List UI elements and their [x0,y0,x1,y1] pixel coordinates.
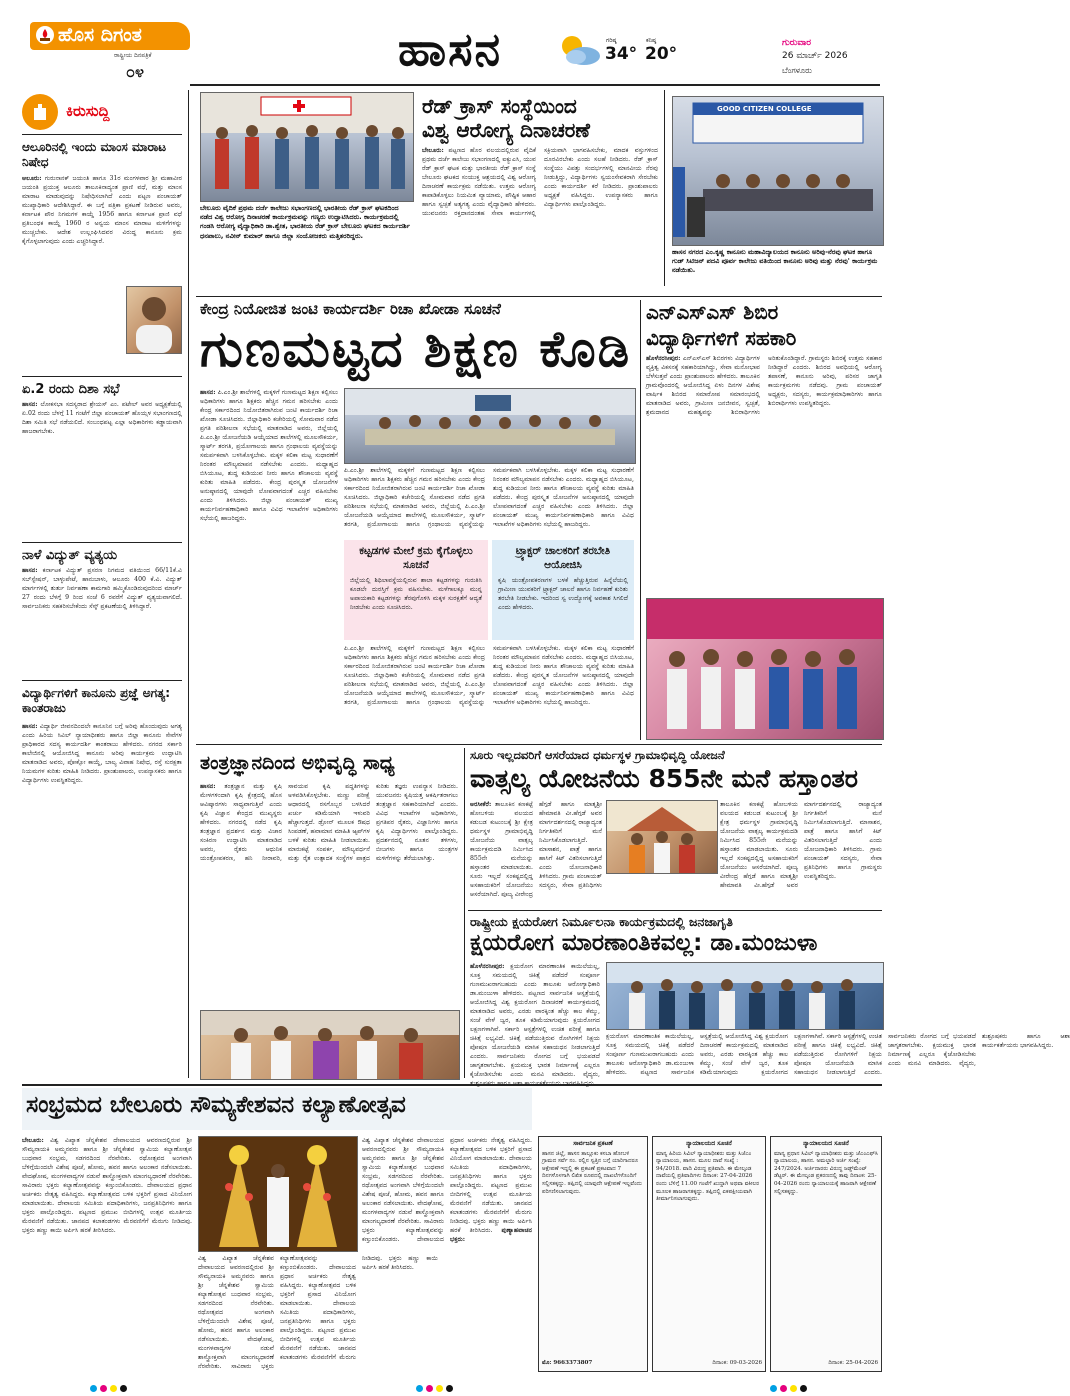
dot-black [120,1385,127,1392]
notice-title: ನ್ಯಾಯಾಲಯದ ಸೂಚನೆ [803,1140,849,1147]
redcross-body [422,146,658,286]
festival-text-cont: ವಿಶ್ವ ವಿಖ್ಯಾತ ಚೆನ್ನಕೇಶವ ದೇವಾಲಯದ ಆವರಣದಲ್ಲಿರುವ ಶ್ರೀ ಸೌಮ್ಯನಾಯಕಿ ಅಮ್ಮನವರು ಹಾಗೂ ಶ್ರೀ ಚೆನ್ನಕೇಶವ ಸ್ವಾಮಿಯ ಕಲ್ಯಾಣೋತ್ಸವ ಬುಧವಾರ ಸಂಭ್ರಮ, ಸಡಗರದಿಂದ ನೆರವೇರಿತು. ರಥೋತ್ಸವದ ಅಂಗವಾಗಿ ಬೆಳಿಗ್ಗೆಯಿಂದಲೇ ವಿಶೇಷ ಪೂಜೆ, ಹೋಮ, ಹವನ ಹಾಗೂ ಅಲಂಕಾರ ನಡೆಸಲಾಯಿತು. ವೇದಘೋಷ, ಮಂಗಳವಾದ್ಯಗಳ ನಡುವೆ ಶಾಸ್ತ್ರೋಕ್ತವಾಗಿ ಮಾಂಗಲ್ಯಧಾರಣೆ ನೆರವೇರಿತು. ಸಾವಿರಾರು ಭಕ್ತರು ಕಲ್ಯಾಣೋತ್ಸವವನ್ನು ಕಣ್ತುಂಬಿಕೊಂಡರು. ದೇವಾಲಯದ ಪ್ರಧಾನ ಅರ್ಚಕರು ನೇತೃತ್ವ ವಹಿಸಿದ್ದರು. ಕಲ್ಯಾಣೋತ್ಸವದ ಬಳಿಕ ಭಕ್ತರಿಗೆ ಪ್ರಸಾದ ವಿನಿಯೋಗ ಮಾಡಲಾಯಿತು. ದೇವಾಲಯ ಸಮಿತಿಯ ಪದಾಧಿಕಾರಿಗಳು, ಜನಪ್ರತಿನಿಧಿಗಳು ಹಾಗೂ ಭಕ್ತರು ಪಾಲ್ಗೊಂಡಿದ್ದರು. ಪಟ್ಟಣದ ಪ್ರಮುಖ ಬೀದಿಗಳಲ್ಲಿ ಉತ್ಸವ ಮೂರ್ತಿಯ ಮೆರವಣಿಗೆ ನಡೆಯಿತು. ಜಾನಪದ ಕಲಾತಂಡಗಳು ಮೆರವಣಿಗೆಗೆ ಮೆರುಗು ನೀಡಿದವು. ಭಕ್ತರು ಹಣ್ಣು ಕಾಯಿ ಅರ್ಪಿಸಿ ಹರಕೆ ತೀರಿಸಿದರು. [198,1255,438,1370]
lead-text: ಪಿ.ಎಂ.ಶ್ರೀ ಶಾಲೆಗಳಲ್ಲಿ ಮಕ್ಕಳಿಗೆ ಗುಣಮಟ್ಟದ ಶಿಕ್ಷಣ ಕಲ್ಪಿಸಲು ಅಧಿಕಾರಿಗಳು ಹಾಗೂ ಶಿಕ್ಷಕರು ಹೆಚ್ಚಿನ ಗಮನ ಹರಿಸಬೇಕು ಎಂದು ಕೇಂದ್ರ ಸರ್ಕಾರದಿಂದ ನಿಯೋಜಿತರಾಗಿರುವ ಜಂಟಿ ಕಾರ್ಯದರ್ಶಿ ರಿಚಾ ಖೋಡಾ ಸೂಚಿಸಿದರು. ಜಿಲ್ಲಾಧಿಕಾರಿ ಕಚೇರಿಯಲ್ಲಿ ಸೋಮವಾರ ನಡೆದ ಪ್ರಗತಿ ಪರಿಶೀಲನಾ ಸಭೆಯಲ್ಲಿ ಮಾತನಾಡಿದ ಅವರು, ಜಿಲ್ಲೆಯಲ್ಲಿ ಪಿ.ಎಂ.ಶ್ರೀ ಯೋಜನೆಯಡಿ ಆಯ್ಕೆಯಾದ ಶಾಲೆಗಳಲ್ಲಿ ಮೂಲಸೌಕರ್ಯ, ಸ್ಮಾರ್ಟ್ ತರಗತಿ, ಪ್ರಯೋಗಾಲಯ ಹಾಗೂ ಗ್ರಂಥಾಲಯ ವ್ಯವಸ್ಥೆಯನ್ನು ಸಮರ್ಪಕವಾಗಿ ಬಳಸಿಕೊಳ್ಳಬೇಕು. ಮಕ್ಕಳ ಕಲಿಕಾ ಮಟ್ಟ ಸುಧಾರಣೆಗೆ ನಿರಂತರ ಮೌಲ್ಯಮಾಪನ ನಡೆಸಬೇಕು ಎಂದರು. ಮಧ್ಯಾಹ್ನದ ಬಿಸಿಯೂಟ, ಶುದ್ಧ ಕುಡಿಯುವ ನೀರು ಹಾಗೂ ಶೌಚಾಲಯ ವ್ಯವಸ್ಥೆ ಕುರಿತು ಮಾಹಿತಿ ಪಡೆದರು. ಕೇಂದ್ರ ಪುರಸ್ಕೃತ ಯೋಜನೆಗಳ ಅನುಷ್ಠಾನದಲ್ಲಿ ಯಾವುದೇ ಲೋಪವಾಗದಂತೆ ಎಚ್ಚರ ವಹಿಸಬೇಕು ಎಂದು ತಿಳಿಸಿದರು. ಜಿಲ್ಲಾ ಪಂಚಾಯತ್ ಮುಖ್ಯ ಕಾರ್ಯನಿರ್ವಹಣಾಧಿಕಾರಿ ಹಾಗೂ ವಿವಿಧ ಇಲಾಖೆಗಳ ಅಧಿಕಾರಿಗಳು ಸಭೆಯಲ್ಲಿ ಹಾಜರಿದ್ದರು. [200,389,339,522]
logo-tagline: ರಾಷ್ಟ್ರೀಯ ದಿನಪತ್ರಿಕೆ [114,52,152,59]
brief-hand-icon [22,94,58,130]
brief-item-body [22,722,182,1072]
festival-subhead: ಪುಣ್ಯಾಹವಾಚನ ಭಕ್ತರು: [450,1227,532,1243]
festival-text: ವಿಶ್ವ ವಿಖ್ಯಾತ ಚೆನ್ನಕೇಶವ ದೇವಾಲಯದ ಆವರಣದಲ್ಲಿರುವ ಶ್ರೀ ಸೌಮ್ಯನಾಯಕಿ ಅಮ್ಮನವರು ಹಾಗೂ ಶ್ರೀ ಚೆನ್ನಕೇಶವ ಸ್ವಾಮಿಯ ಕಲ್ಯಾಣೋತ್ಸವ ಬುಧವಾರ ಸಂಭ್ರಮ, ಸಡಗರದಿಂದ ನೆರವೇರಿತು. ರಥೋತ್ಸವದ ಅಂಗವಾಗಿ ಬೆಳಿಗ್ಗೆಯಿಂದಲೇ ವಿಶೇಷ ಪೂಜೆ, ಹೋಮ, ಹವನ ಹಾಗೂ ಅಲಂಕಾರ ನಡೆಸಲಾಯಿತು. ವೇದಘೋಷ, ಮಂಗಳವಾದ್ಯಗಳ ನಡುವೆ ಶಾಸ್ತ್ರೋಕ್ತವಾಗಿ ಮಾಂಗಲ್ಯಧಾರಣೆ ನೆರವೇರಿತು. ಸಾವಿರಾರು ಭಕ್ತರು ಕಲ್ಯಾಣೋತ್ಸವವನ್ನು ಕಣ್ತುಂಬಿಕೊಂಡರು. ದೇವಾಲಯದ ಪ್ರಧಾನ ಅರ್ಚಕರು ನೇತೃತ್ವ ವಹಿಸಿದ್ದರು. ಕಲ್ಯಾಣೋತ್ಸವದ ಬಳಿಕ ಭಕ್ತರಿಗೆ ಪ್ರಸಾದ ವಿನಿಯೋಗ ಮಾಡಲಾಯಿತು. ದೇವಾಲಯ ಸಮಿತಿಯ ಪದಾಧಿಕಾರಿಗಳು, ಜನಪ್ರತಿನಿಧಿಗಳು ಹಾಗೂ ಭಕ್ತರು ಪಾಲ್ಗೊಂಡಿದ್ದರು. ಪಟ್ಟಣದ ಪ್ರಮುಖ ಬೀದಿಗಳಲ್ಲಿ ಉತ್ಸವ ಮೂರ್ತಿಯ ಮೆರವಣಿಗೆ ನಡೆಯಿತು. ಜಾನಪದ ಕಲಾತಂಡಗಳು ಮೆರವಣಿಗೆಗೆ ಮೆರುಗು ನೀಡಿದವು. ಭಕ್ತರು ಹಣ್ಣು ಕಾಯಿ ಅರ್ಪಿಸಿ ಹರಕೆ ತೀರಿಸಿದರು. [22,1137,192,1234]
housing-dateline: ಅರಸೀಕೆರೆ: [470,801,492,808]
redcross-text: ಪಟ್ಟಣದ ಹೊರ ವಲಯದಲ್ಲಿರುವ ವೈದಿಕೆ ಪ್ರಥಮ ದರ್ಜೆ ಕಾಲೇಜು ಸಭಾಂಗಣದಲ್ಲಿ ಐಕ್ಯುಎಸಿ, ಯುವ ರೆಡ್ ಕ್ರಾಸ್ ಘಟಕ ಮತ್ತು ಭಾರತೀಯ ರೆಡ್ ಕ್ರಾಸ್ ಸಂಸ್ಥೆ ಬೇಲೂರು ಘಟಕದ ಸಂಯುಕ್ತ ಆಶ್ರಯದಲ್ಲಿ ವಿಶ್ವ ಆರೋಗ್ಯ ದಿನಾಚರಣೆ ಕಾರ್ಯಕ್ರಮ ನಡೆಯಿತು. ಉತ್ತಮ ಆರೋಗ್ಯ ಕಾಪಾಡಿಕೊಳ್ಳಲು ನಿಯಮಿತ ವ್ಯಾಯಾಮ, ಪೌಷ್ಟಿಕ ಆಹಾರ ಹಾಗೂ ಸ್ವಚ್ಛತೆ ಅತ್ಯಗತ್ಯ ಎಂದು ವೈದ್ಯಾಧಿಕಾರಿ ಹೇಳಿದರು. ಯುವಜನರು ರಕ್ತದಾನದಂತಹ ಸೇವಾ ಕಾರ್ಯಗಳಲ್ಲಿ ಸಕ್ರಿಯವಾಗಿ ಭಾಗವಹಿಸಬೇಕು, ಮಾದಕ ವಸ್ತುಗಳಿಂದ ದೂರವಿರಬೇಕು ಎಂದು ಸಲಹೆ ನೀಡಿದರು. ರೆಡ್ ಕ್ರಾಸ್ ಸಂಸ್ಥೆಯು ವಿಪತ್ತು ಸಂದರ್ಭಗಳಲ್ಲಿ ಮಾನವೀಯ ನೆರವು ನೀಡುತ್ತಿದ್ದು, ವಿದ್ಯಾರ್ಥಿಗಳು ಸ್ವಯಂಸೇವಕರಾಗಿ ಸೇರಬೇಕು ಎಂದು ಕಾರ್ಯದರ್ಶಿ ಕರೆ ನೀಡಿದರು. ಪ್ರಾಂಶುಪಾಲರು ಅಧ್ಯಕ್ಷತೆ ವಹಿಸಿದ್ದರು. ಉಪನ್ಯಾಸಕರು ಹಾಗೂ ವಿದ್ಯಾರ್ಥಿಗಳು ಪಾಲ್ಗೊಂಡಿದ್ದರು. [422,147,658,217]
tb-dateline: ಹೊಳೆನರಸೀಪುರ: [470,963,505,970]
brief-item-title: ವಿದ್ಯಾರ್ಥಿಗಳಿಗೆ ಕಾನೂನು ಪ್ರಜ್ಞೆ ಅಗತ್ಯ: ಕಾಂತರಾಜು [22,686,170,715]
law-college-banner: GOOD CITIZEN COLLEGE [717,105,812,113]
notice-body: ಮಾನ್ಯ ಪ್ರಧಾನ ಸಿವಿಲ್ ನ್ಯಾಯಾಧೀಶರು ಮತ್ತು ಜೆಎಂಎಫ್‌ಸಿ ನ್ಯಾಯಾಲಯ, ಹಾಸನ. ಅಮಲ್ಜಾರಿ ಅರ್ಜಿ ಸಂಖ್ಯೆ: 247/2024. ಅರ್ಜಿದಾರರು ವಿರುದ್ಧ ಜಡ್ಜ್‌ಮೆಂಟ್ ಡೆಟ್ಟರ್. ಈ ಮೇಲ್ಕಂಡ ಪ್ರಕರಣದಲ್ಲಿ ತಾವು ದಿನಾಂಕ: 25-04-2026 ರಂದು ನ್ಯಾಯಾಲಯಕ್ಕೆ ಹಾಜರಾಗಿ ಆಕ್ಷೇಪಣೆ ಸಲ್ಲಿಸತಕ್ಕದ್ದು. [774,1150,879,1195]
min-temp: 20° [645,44,678,64]
max-temp: 34° [605,44,638,64]
notice-body: ಹಾಸನ ಜಿಲ್ಲೆ, ಹಾಸನ ತಾಲ್ಲೂಕು ಕಸಬಾ ಹೋಬಳಿ ಗ್ರಾಮದ ಸರ್ವೆ ನಂ. ರಲ್ಲಿನ ಸ್ವತ್ತಿನ ಬಗ್ಗೆ ಯಾರಿಗಾದರೂ ಆಕ್ಷೇಪಣೆ ಇದ್ದಲ್ಲಿ ಈ ಪ್ರಕಟಣೆ ಪ್ರಕಟವಾದ 7 ದಿನಗಳೊಳಗಾಗಿ ಲಿಖಿತ ರೂಪದಲ್ಲಿ ದಾಖಲೆಗಳೊಂದಿಗೆ ಸಲ್ಲಿಸತಕ್ಕದ್ದು. ತಪ್ಪಿದಲ್ಲಿ ಯಾವುದೇ ಆಕ್ಷೇಪಣೆ ಇಲ್ಲವೆಂದು ಪರಿಗಣಿಸಲಾಗುವುದು. [542,1150,642,1195]
registration-dots [416,1377,456,1396]
logo-text: ಹೊಸ ದಿಗಂತ [58,24,142,46]
notice-title: ಸಾರ್ವಜನಿಕ ಪ್ರಕಟಣೆ [573,1140,613,1147]
lead-body-col3 [344,644,634,738]
sidebar-2-title: ಟ್ರ್ಯಾಕ್ಟರ್ ಚಾಲಕರಿಗೆ ತರಬೇತಿ ಆಯೋಜಿಸಿ [515,545,611,571]
redcross-headline-1: ರೆಡ್ ಕ್ರಾಸ್ ಸಂಸ್ಥೆಯಿಂದ [422,94,577,118]
dot-yellow [436,1385,443,1392]
festival-headline: ಸಂಭ್ರಮದ ಬೇಲೂರು ಸೌಮ್ಯಕೇಶವನ ಕಲ್ಯಾಣೋತ್ಸವ [26,1092,406,1118]
date-label: 26 ಮಾರ್ಚ್ 2026 [782,51,848,61]
sidebar-1-body: ಜಿಲ್ಲೆಯಲ್ಲಿ ಶಿಥಿಲಾವಸ್ಥೆಯಲ್ಲಿರುವ ಶಾಲಾ ಕಟ್ಟಡಗಳನ್ನು ಗುರುತಿಸಿ ಕೂಡಲೇ ದುರಸ್ತಿಗೆ ಕ್ರಮ ವಹಿಸಬೇಕು. ಮಳೆಗಾಲಕ್ಕೂ ಮುನ್ನ ಅಪಾಯಕಾರಿ ಕಟ್ಟಡಗಳನ್ನು ತೆರವುಗೊಳಿಸಿ ಮಕ್ಕಳ ಸುರಕ್ಷತೆಗೆ ಆದ್ಯತೆ ನೀಡಬೇಕು ಎಂದು ಸೂಚಿಸಿದರು. [350,577,482,611]
logo-lamp-icon [36,26,54,44]
notice-body: ಮಾನ್ಯ ಹಿರಿಯ ಸಿವಿಲ್ ನ್ಯಾಯಾಧೀಶರು ಮತ್ತು ಸಿಜೆಎಂ ನ್ಯಾಯಾಲಯ, ಹಾಸನ. ಮೂಲ ದಾವೆ ಸಂಖ್ಯೆ : 94/2018. ವಾದಿ ವಿರುದ್ಧ ಪ್ರತಿವಾದಿ. ಈ ಮೇಲ್ಕಂಡ ದಾವೆಯಲ್ಲಿ ಪ್ರತಿವಾದಿಗಳು ದಿನಾಂಕ: 27-04-2026 ರಂದು ಬೆಳಿಗ್ಗೆ 11.00 ಗಂಟೆಗೆ ಖುದ್ದಾಗಿ ಅಥವಾ ವಕೀಲರ ಮೂಲಕ ಹಾಜರಾಗತಕ್ಕದ್ದು. ತಪ್ಪಿದಲ್ಲಿ ಏಕಪಕ್ಷೀಯವಾಗಿ ತೀರ್ಮಾನಿಸಲಾಗುವುದು. [656,1150,760,1203]
lead-sidebar-2 [492,540,634,640]
nss-text: ಎನ್‌ಎಸ್‌ಎಸ್ ಶಿಬಿರಗಳು ವಿದ್ಯಾರ್ಥಿಗಳ ವ್ಯಕ್ತಿತ್ವ ವಿಕಸನಕ್ಕೆ ಸಹಕಾರಿಯಾಗಿದ್ದು, ಸೇವಾ ಮನೋಭಾವ ಬೆಳೆಸುತ್ತವೆ ಎಂದು ಪ್ರಾಂಶುಪಾಲರು ಹೇಳಿದರು. ತಾಲೂಕಿನ ಗ್ರಾಮವೊಂದರಲ್ಲಿ ಆಯೋಜಿಸಿದ್ದ ಏಳು ದಿನಗಳ ವಿಶೇಷ ವಾರ್ಷಿಕ ಶಿಬಿರದ ಸಮಾರೋಪ ಸಮಾರಂಭದಲ್ಲಿ ಮಾತನಾಡಿದ ಅವರು, ಗ್ರಾಮೀಣ ಜನಜೀವನ, ಸ್ವಚ್ಛತೆ, ಶ್ರಮದಾನದ ಮಹತ್ವವನ್ನು ಶಿಬಿರಾರ್ಥಿಗಳು ಅರಿತುಕೊಂಡಿದ್ದಾರೆ. ಗ್ರಾಮಸ್ಥರು ಶಿಬಿರಕ್ಕೆ ಉತ್ತಮ ಸಹಕಾರ ನೀಡಿದ್ದಾರೆ ಎಂದರು. ಶಿಬಿರದ ಅವಧಿಯಲ್ಲಿ ಆರೋಗ್ಯ ತಪಾಸಣೆ, ಕಾನೂನು ಅರಿವು, ಪರಿಸರ ಜಾಗೃತಿ ಕಾರ್ಯಕ್ರಮಗಳು ನಡೆದವು. ಗ್ರಾಮ ಪಂಚಾಯತ್ ಅಧ್ಯಕ್ಷರು, ಸದಸ್ಯರು, ಕಾರ್ಯಕ್ರಮಾಧಿಕಾರಿಗಳು ಹಾಗೂ ಶಿಬಿರಾರ್ಥಿಗಳು ಉಪಸ್ಥಿತರಿದ್ದರು. [646,355,882,416]
redcross-photo [200,92,414,202]
lead-headline: ಗುಣಮಟ್ಟದ ಶಿಕ್ಷಣ ಕೊಡಿ [200,320,632,378]
festival-text-cont: ವಿಶ್ವ ವಿಖ್ಯಾತ ಚೆನ್ನಕೇಶವ ದೇವಾಲಯದ ಆವರಣದಲ್ಲಿರುವ ಶ್ರೀ ಸೌಮ್ಯನಾಯಕಿ ಅಮ್ಮನವರು ಹಾಗೂ ಶ್ರೀ ಚೆನ್ನಕೇಶವ ಸ್ವಾಮಿಯ ಕಲ್ಯಾಣೋತ್ಸವ ಬುಧವಾರ ಸಂಭ್ರಮ, ಸಡಗರದಿಂದ ನೆರವೇರಿತು. ರಥೋತ್ಸವದ ಅಂಗವಾಗಿ ಬೆಳಿಗ್ಗೆಯಿಂದಲೇ ವಿಶೇಷ ಪೂಜೆ, ಹೋಮ, ಹವನ ಹಾಗೂ ಅಲಂಕಾರ ನಡೆಸಲಾಯಿತು. ವೇದಘೋಷ, ಮಂಗಳವಾದ್ಯಗಳ ನಡುವೆ ಶಾಸ್ತ್ರೋಕ್ತವಾಗಿ ಮಾಂಗಲ್ಯಧಾರಣೆ ನೆರವೇರಿತು. ಸಾವಿರಾರು ಭಕ್ತರು ಕಲ್ಯಾಣೋತ್ಸವವನ್ನು ಕಣ್ತುಂಬಿಕೊಂಡರು. ದೇವಾಲಯದ ಪ್ರಧಾನ ಅರ್ಚಕರು ನೇತೃತ್ವ ವಹಿಸಿದ್ದರು. ಕಲ್ಯಾಣೋತ್ಸವದ ಬಳಿಕ ಭಕ್ತರಿಗೆ ಪ್ರಸಾದ ವಿನಿಯೋಗ ಮಾಡಲಾಯಿತು. ದೇವಾಲಯ ಸಮಿತಿಯ ಪದಾಧಿಕಾರಿಗಳು, ಜನಪ್ರತಿನಿಧಿಗಳು ಹಾಗೂ ಭಕ್ತರು ಪಾಲ್ಗೊಂಡಿದ್ದರು. ಪಟ್ಟಣದ ಪ್ರಮುಖ ಬೀದಿಗಳಲ್ಲಿ ಉತ್ಸವ ಮೂರ್ತಿಯ ಮೆರವಣಿಗೆ ನಡೆಯಿತು. ಜಾನಪದ ಕಲಾತಂಡಗಳು ಮೆರವಣಿಗೆಗೆ ಮೆರುಗು ನೀಡಿದವು. ಭಕ್ತರು ಹಣ್ಣು ಕಾಯಿ ಅರ್ಪಿಸಿ ಹರಕೆ ತೀರಿಸಿದರು. [362,1137,532,1243]
tech-body [200,782,458,1004]
city-label: ಬೆಂಗಳೂರು [782,66,812,75]
dot-black [446,1385,453,1392]
housing-photo [606,800,718,874]
brief-item-title: ನಾಳೆ ವಿದ್ಯುತ್ ವ್ಯತ್ಯಯ [22,548,118,563]
sidebar-1-title: ಕಟ್ಟಡಗಳ ಮೇಲೆ ಕ್ರಮ ಕೈಗೊಳ್ಳಲು ಸೂಚನೆ [359,545,473,571]
tech-text: ತಂತ್ರಜ್ಞಾನ ಮತ್ತು ಕೃಷಿ ಮೇಳಗಳಿಂದಾಗಿ ಕೃಷಿ ಕ್ಷೇತ್ರದಲ್ಲಿ ಹೊಸ ಆವಿಷ್ಕಾರಗಳು ಸಾಧ್ಯವಾಗುತ್ತಿವೆ ಎಂದು ಕೃಷಿ ವಿಜ್ಞಾನ ಕೇಂದ್ರದ ಮುಖ್ಯಸ್ಥರು ಹೇಳಿದರು. ನಗರದಲ್ಲಿ ನಡೆದ ಕೃಷಿ ತಂತ್ರಜ್ಞಾನ ಪ್ರದರ್ಶನ ಮತ್ತು ವಿಚಾರ ಸಂಕಿರಣ ಉದ್ಘಾಟಿಸಿ ಮಾತನಾಡಿದ ಅವರು, ರೈತರು ಆಧುನಿಕ ಯಂತ್ರೋಪಕರಣ, ಹನಿ ನೀರಾವರಿ, ಸಾವಯವ ಕೃಷಿ ಪದ್ಧತಿಗಳನ್ನು ಅಳವಡಿಸಿಕೊಳ್ಳಬೇಕು. ಮಣ್ಣು ಪರೀಕ್ಷೆ ಆಧಾರದಲ್ಲಿ ರಸಗೊಬ್ಬರ ಬಳಸಿದರೆ ಖರ್ಚು ಕಡಿಮೆಯಾಗಿ ಇಳುವರಿ ಹೆಚ್ಚಾಗುತ್ತದೆ. ಡ್ರೋನ್ ಮೂಲಕ ಔಷಧ ಸಿಂಪಡಣೆ, ಹವಾಮಾನ ಮಾಹಿತಿ ಆ್ಯಪ್‌ಗಳ ಬಳಕೆ ಕುರಿತು ಮಾಹಿತಿ ನೀಡಲಾಯಿತು. ಮಾರುಕಟ್ಟೆ ಸಂಪರ್ಕ, ಮೌಲ್ಯವರ್ಧನೆ ಮತ್ತು ರೈತ ಉತ್ಪಾದಕ ಸಂಸ್ಥೆಗಳ ಪಾತ್ರದ ಕುರಿತು ತಜ್ಞರು ಉಪನ್ಯಾಸ ನೀಡಿದರು. ಯುವಜನರು ಕೃಷಿಯತ್ತ ಆಕರ್ಷಿತರಾಗಲು ತಂತ್ರಜ್ಞಾನ ಸಹಕಾರಿಯಾಗಿದೆ ಎಂದರು. ವಿವಿಧ ಇಲಾಖೆಗಳ ಅಧಿಕಾರಿಗಳು, ಪ್ರಗತಿಪರ ರೈತರು, ವಿಜ್ಞಾನಿಗಳು ಹಾಗೂ ಕೃಷಿ ವಿದ್ಯಾರ್ಥಿಗಳು ಪಾಲ್ಗೊಂಡಿದ್ದರು. ಪ್ರದರ್ಶನದಲ್ಲಿ ನೂತನ ತಳಿಗಳು, ಬೀಜಗಳು ಹಾಗೂ ಯಂತ್ರಗಳ ಮಳಿಗೆಗಳನ್ನು ತೆರೆಯಲಾಗಿತ್ತು. [200,783,458,862]
festival-body-3 [362,1136,532,1372]
max-temp-label: ಗರಿಷ್ಠ [606,37,617,44]
housing-text-cont: ತಾಲೂಕಿನ ಕಣಕಟ್ಟೆ ಹೋಬಳಿಯ ವಲಯದ ಕಡುಬಡ ಕುಟುಂಬಕ್ಕೆ ಶ್ರೀ ಕ್ಷೇತ್ರ ಧರ್ಮಸ್ಥಳ ಗ್ರಾಮಾಭಿವೃದ್ಧಿ ಯೋಜನೆಯ ವಾತ್ಸಲ್ಯ ಕಾರ್ಯಕ್ರಮದಡಿ ನಿರ್ಮಿಸಿದ 855ನೇ ಮನೆಯನ್ನು ಹಸ್ತಾಂತರ ಮಾಡಲಾಯಿತು. ಸೂರು ಇಲ್ಲದೆ ಸಂಕಷ್ಟದಲ್ಲಿದ್ದ ಅಸಹಾಯಕರಿಗೆ ಯೋಜನೆಯು ಆಸರೆಯಾಗಿದೆ. ಪೂಜ್ಯ ವೀರೇಂದ್ರ ಹೆಗ್ಗಡೆ ಹಾಗೂ ಮಾತೃಶ್ರೀ ಹೇಮಾವತಿ ವೀ.ಹೆಗ್ಗಡೆ ಅವರ ಮಾರ್ಗದರ್ಶನದಲ್ಲಿ ರಾಜ್ಯಾದ್ಯಂತ ನಿರ್ಗತಿಕರಿಗೆ ಮನೆ ನಿರ್ಮಿಸಿಕೊಡಲಾಗುತ್ತಿದೆ. ಮಾಸಾಶನ, ಪಾತ್ರೆ ಹಾಗೂ ಹಾಸಿಗೆ ಕಿಟ್ ವಿತರಿಸಲಾಗುತ್ತಿದೆ ಎಂದು ಯೋಜನಾಧಿಕಾರಿ ತಿಳಿಸಿದರು. ಗ್ರಾಮ ಪಂಚಾಯತ್ ಸದಸ್ಯರು, ಸೇವಾ ಪ್ರತಿನಿಧಿಗಳು ಹಾಗೂ ಗ್ರಾಮಸ್ಥರು ಉಪಸ್ಥಿತರಿದ್ದರು. [720,801,882,889]
tb-kicker: ರಾಷ್ಟ್ರೀಯ ಕ್ಷಯರೋಗ ನಿರ್ಮೂಲನಾ ಕಾರ್ಯಕ್ರಮದಲ್ಲಿ ಜನಜಾಗೃತಿ [470,914,733,929]
tb-body-cont [606,1032,1070,1078]
festival-photo [198,1136,358,1252]
dot-yellow [790,1385,797,1392]
tb-photo [606,962,884,1030]
dot-magenta [780,1385,787,1392]
brief-dateline: ಆಲೂರು: [22,175,42,182]
lead-text-cont: ಪಿ.ಎಂ.ಶ್ರೀ ಶಾಲೆಗಳಲ್ಲಿ ಮಕ್ಕಳಿಗೆ ಗುಣಮಟ್ಟದ ಶಿಕ್ಷಣ ಕಲ್ಪಿಸಲು ಅಧಿಕಾರಿಗಳು ಹಾಗೂ ಶಿಕ್ಷಕರು ಹೆಚ್ಚಿನ ಗಮನ ಹರಿಸಬೇಕು ಎಂದು ಕೇಂದ್ರ ಸರ್ಕಾರದಿಂದ ನಿಯೋಜಿತರಾಗಿರುವ ಜಂಟಿ ಕಾರ್ಯದರ್ಶಿ ರಿಚಾ ಖೋಡಾ ಸೂಚಿಸಿದರು. ಜಿಲ್ಲಾಧಿಕಾರಿ ಕಚೇರಿಯಲ್ಲಿ ಸೋಮವಾರ ನಡೆದ ಪ್ರಗತಿ ಪರಿಶೀಲನಾ ಸಭೆಯಲ್ಲಿ ಮಾತನಾಡಿದ ಅವರು, ಜಿಲ್ಲೆಯಲ್ಲಿ ಪಿ.ಎಂ.ಶ್ರೀ ಯೋಜನೆಯಡಿ ಆಯ್ಕೆಯಾದ ಶಾಲೆಗಳಲ್ಲಿ ಮೂಲಸೌಕರ್ಯ, ಸ್ಮಾರ್ಟ್ ತರಗತಿ, ಪ್ರಯೋಗಾಲಯ ಹಾಗೂ ಗ್ರಂಥಾಲಯ ವ್ಯವಸ್ಥೆಯನ್ನು ಸಮರ್ಪಕವಾಗಿ ಬಳಸಿಕೊಳ್ಳಬೇಕು. ಮಕ್ಕಳ ಕಲಿಕಾ ಮಟ್ಟ ಸುಧಾರಣೆಗೆ ನಿರಂತರ ಮೌಲ್ಯಮಾಪನ ನಡೆಸಬೇಕು ಎಂದರು. ಮಧ್ಯಾಹ್ನದ ಬಿಸಿಯೂಟ, ಶುದ್ಧ ಕುಡಿಯುವ ನೀರು ಹಾಗೂ ಶೌಚಾಲಯ ವ್ಯವಸ್ಥೆ ಕುರಿತು ಮಾಹಿತಿ ಪಡೆದರು. ಕೇಂದ್ರ ಪುರಸ್ಕೃತ ಯೋಜನೆಗಳ ಅನುಷ್ಠಾನದಲ್ಲಿ ಯಾವುದೇ ಲೋಪವಾಗದಂತೆ ಎಚ್ಚರ ವಹಿಸಬೇಕು ಎಂದು ತಿಳಿಸಿದರು. ಜಿಲ್ಲಾ ಪಂಚಾಯತ್ ಮುಖ್ಯ ಕಾರ್ಯನಿರ್ವಹಣಾಧಿಕಾರಿ ಹಾಗೂ ವಿವಿಧ ಇಲಾಖೆಗಳ ಅಧಿಕಾರಿಗಳು ಸಭೆಯಲ್ಲಿ ಹಾಜರಿದ್ದರು. [344,467,634,528]
tb-body [470,962,600,1078]
notice-footer: ದಿನಾಂಕ: 25-04-2026 [828,1360,878,1367]
dot-cyan [90,1385,97,1392]
brief-text: ಗುರುನಾನಕ್ ಜಯಂತಿ ಹಾಗೂ 31ರ ಮಂಗಳವಾರ ಶ್ರೀ ಮಹಾವೀರ ಜಯಂತಿ ಪ್ರಯುಕ್ತ ಆಲೂರು ತಾಲೂಕಿನಾದ್ಯಂತ ಪ್ರಾಣಿ ವಧೆ, ಮತ್ತು ಮಾಂಸ ಮಾರಾಟ ಮಾಡುವುದನ್ನು ನಿಷೇಧಿಸಲಾಗಿದೆ ಎಂದು ಪಟ್ಟಣ ಪಂಚಾಯತ್ ಮುಖ್ಯಾಧಿಕಾರಿ ಆದೇಶಿಸಿದ್ದಾರೆ. ಈ ಬಗ್ಗೆ ಪತ್ರಿಕಾ ಪ್ರಕಟಣೆ ನೀಡಿರುವ ಅವರು, ಕರ್ನಾಟಕ ಪೌರ ನಿಗಮಗಳ ಕಾಯ್ದೆ 1956 ಹಾಗೂ ಕರ್ನಾಟಕ ಪ್ರಾಣಿ ವಧೆ ಪ್ರತಿಬಂಧಕ ಕಾಯ್ದೆ 1960 ರ ಅನ್ವಯ ಮಾಂಸ ಮಾರಾಟ ಮಳಿಗೆಗಳನ್ನು ಮುಚ್ಚಬೇಕು. ಆದೇಶ ಉಲ್ಲಂಘಿಸಿದವರ ವಿರುದ್ಧ ಕಾನೂನು ಕ್ರಮ ಕೈಗೊಳ್ಳಲಾಗುವುದು ಎಂದು ಎಚ್ಚರಿಸಿದ್ದಾರೆ. [22,175,183,245]
dot-yellow [110,1385,117,1392]
nss-headline-2: ವಿದ್ಯಾರ್ಥಿಗಳಿಗೆ ಸಹಕಾರಿ [646,326,797,350]
brief-text: ಕರ್ನಾಟಕ ವಿದ್ಯುತ್ ಪ್ರಸರಣ ನಿಗಮದ ವತಿಯಿಂದ 66/11ಕೆ.ವಿ ಸಬ್‌ಸ್ಟೇಷನ್, ಬಾಳ್ಳುಪೇಟೆ, ಹಾನುಬಾಳು, ಆಲೂರು 400 ಕೆ.ವಿ. ವಿದ್ಯುತ್ ಮಾರ್ಗಗಳಲ್ಲಿ ತುರ್ತು ನಿರ್ವಹಣಾ ಕಾಮಗಾರಿ ಹಮ್ಮಿಕೊಂಡಿರುವುದರಿಂದ ಮಾರ್ಚ್ 27 ರಂದು ಬೆಳಗ್ಗೆ 9 ರಿಂದ ಸಂಜೆ 6 ರವರೆಗೆ ವಿದ್ಯುತ್ ವ್ಯತ್ಯಯವಾಗಲಿದೆ. ಸಾರ್ವಜನಿಕರು ಸಹಕರಿಸಬೇಕೆಂದು ಸೆಸ್ಕ್ ಪ್ರಕಟಣೆಯಲ್ಲಿ ತಿಳಿಸಿದ್ದಾರೆ. [22,567,183,610]
tb-headline: ಕ್ಷಯರೋಗ ಮಾರಣಾಂತಿಕವಲ್ಲ: ಡಾ.ಮಂಜುಳಾ [470,930,818,956]
min-temp-label: ಕನಿಷ್ಠ [646,37,657,44]
notice-box [538,1136,648,1372]
dot-cyan [416,1385,423,1392]
nss-body [646,354,882,594]
sidebar-2-body: ಕೃಷಿ ಯಂತ್ರೋಪಕರಣಗಳ ಬಳಕೆ ಹೆಚ್ಚುತ್ತಿರುವ ಹಿನ್ನೆಲೆಯಲ್ಲಿ ಗ್ರಾಮೀಣ ಯುವಕರಿಗೆ ಟ್ರ್ಯಾಕ್ಟರ್ ಚಾಲನೆ ಹಾಗೂ ನಿರ್ವಹಣೆ ಕುರಿತು ತರಬೇತಿ ನೀಡಬೇಕು. ಇದರಿಂದ ಸ್ವ ಉದ್ಯೋಗಕ್ಕೆ ಅವಕಾಶ ಸಿಗಲಿದೆ ಎಂದು ಹೇಳಿದರು. [498,577,628,611]
festival-dateline: ಬೇಲೂರು: [22,1137,44,1144]
notice-box [770,1136,882,1372]
brief-section-label: ಕಿರುಸುದ್ದಿ [66,102,110,120]
weather-sun-cloud-icon [556,32,602,66]
housing-body-left [470,800,602,906]
law-college-caption: ಹಾಸನ ನಗರದ ಎಂ.ಕೃಷ್ಣ ಕಾನೂನು ಮಹಾವಿದ್ಯಾಲಯದ ಕಾನೂನು ಅರಿವು-ನೆರವು ಘಟಕ ಹಾಗೂ ಗುಡ್ ಸಿಟಿಜನ್ ಪದವಿ ಪೂರ್ವ ಕಾಲೇಜು ವತಿಯಿಂದ ಕಾನೂನು ಅರಿವು ಮತ್ತು ನೆರವು' ಕಾರ್ಯಕ್ರಮ ನಡೆಯಿತು. [672,248,878,275]
nss-photo [646,598,884,740]
masthead [0,0,900,88]
brief-column [22,90,182,1078]
brief-item-title: ಏ.2 ರಂದು ದಿಶಾ ಸಭೆ [22,382,120,397]
notice-footer: ಮೊ: 9663373807 [542,1360,593,1367]
brief-dateline: ಹಾಸನ: [22,567,38,574]
festival-body-1 [22,1136,192,1372]
notice-footer: ದಿನಾಂಕ: 09-03-2026 [712,1360,762,1367]
edition-badge: ೦೪ [126,62,144,81]
housing-body-right [720,800,882,906]
logo-block [30,18,190,80]
housing-kicker: ಸೂರು ಇಲ್ಲದವರಿಗೆ ಆಸರೆಯಾದ ಧರ್ಮಸ್ಥಳ ಗ್ರಾಮಾಭಿವೃದ್ಧಿ ಯೋಜನೆ [470,748,725,762]
housing-headline: ವಾತ್ಸಲ್ಯ ಯೋಜನೆಯ 855ನೇ ಮನೆ ಹಸ್ತಾಂತರ [470,764,858,793]
brief-text: ವಿದ್ಯಾರ್ಥಿ ಜೀವನದಿಂದಲೇ ಕಾನೂನಿನ ಬಗ್ಗೆ ಅರಿವು ಹೊಂದುವುದು ಅಗತ್ಯ ಎಂದು ಹಿರಿಯ ಸಿವಿಲ್ ನ್ಯಾಯಾಧೀಶರು ಹಾಗೂ ಜಿಲ್ಲಾ ಕಾನೂನು ಸೇವೆಗಳ ಪ್ರಾಧಿಕಾರದ ಸದಸ್ಯ ಕಾರ್ಯದರ್ಶಿ ಕಾಂತರಾಜು ಹೇಳಿದರು. ನಗರದ ಸರ್ಕಾರಿ ಕಾಲೇಜಿನಲ್ಲಿ ಆಯೋಜಿಸಿದ್ದ ಕಾನೂನು ಅರಿವು ಕಾರ್ಯಕ್ರಮ ಉದ್ಘಾಟಿಸಿ ಮಾತನಾಡಿದ ಅವರು, ಪೋಕ್ಸೋ ಕಾಯ್ದೆ, ಬಾಲ್ಯ ವಿವಾಹ ನಿಷೇಧ, ರಸ್ತೆ ಸುರಕ್ಷತಾ ನಿಯಮಗಳ ಕುರಿತು ಮಾಹಿತಿ ನೀಡಿದರು. ಪ್ರಾಂಶುಪಾಲರು, ಉಪನ್ಯಾಸಕರು ಹಾಗೂ ವಿದ್ಯಾರ್ಥಿಗಳು ಉಪಸ್ಥಿತರಿದ್ದರು. [22,723,183,784]
brief-item-body [22,400,182,536]
brief-text: ಲೋಕಸಭಾ ಸದಸ್ಯರಾದ ಶ್ರೇಯಸ್ ಎಂ. ಪಟೇಲ್ ಅವರ ಅಧ್ಯಕ್ಷತೆಯಲ್ಲಿ ಏ.02 ರಂದು ಬೆಳಗ್ಗೆ 11 ಗಂಟೆಗೆ ಜಿಲ್ಲಾ ಪಂಚಾಯತ್ ಹೊಯ್ಸಳ ಸಭಾಂಗಣದಲ್ಲಿ ದಿಶಾ ಸಮಿತಿ ಸಭೆ ನಡೆಯಲಿದೆ. ಸಂಬಂಧಪಟ್ಟ ಎಲ್ಲಾ ಅಧಿಕಾರಿಗಳು ಕಡ್ಡಾಯವಾಗಿ ಹಾಜರಾಗಬೇಕು. [22,401,182,435]
tech-photo [200,1010,460,1080]
lead-meeting-photo [344,388,636,464]
registration-dots [770,1377,810,1396]
tech-dateline: ಹಾಸನ: [200,783,216,790]
lead-body-col2 [344,466,634,536]
redcross-dateline: ಬೇಲೂರು: [422,147,444,154]
brief-item-title: ಆಲೂರಿನಲ್ಲಿ ಇಂದು ಮಾಂಸ ಮಾರಾಟ ನಿಷೇಧ [22,140,167,169]
brief-item-body [22,566,182,674]
housing-text: ತಾಲೂಕಿನ ಕಣಕಟ್ಟೆ ಹೋಬಳಿಯ ವಲಯದ ಕಡುಬಡ ಕುಟುಂಬಕ್ಕೆ ಶ್ರೀ ಕ್ಷೇತ್ರ ಧರ್ಮಸ್ಥಳ ಗ್ರಾಮಾಭಿವೃದ್ಧಿ ಯೋಜನೆಯ ವಾತ್ಸಲ್ಯ ಕಾರ್ಯಕ್ರಮದಡಿ ನಿರ್ಮಿಸಿದ 855ನೇ ಮನೆಯನ್ನು ಹಸ್ತಾಂತರ ಮಾಡಲಾಯಿತು. ಸೂರು ಇಲ್ಲದೆ ಸಂಕಷ್ಟದಲ್ಲಿದ್ದ ಅಸಹಾಯಕರಿಗೆ ಯೋಜನೆಯು ಆಸರೆಯಾಗಿದೆ. ಪೂಜ್ಯ ವೀರೇಂದ್ರ ಹೆಗ್ಗಡೆ ಹಾಗೂ ಮಾತೃಶ್ರೀ ಹೇಮಾವತಿ ವೀ.ಹೆಗ್ಗಡೆ ಅವರ ಮಾರ್ಗದರ್ಶನದಲ್ಲಿ ರಾಜ್ಯಾದ್ಯಂತ ನಿರ್ಗತಿಕರಿಗೆ ಮನೆ ನಿರ್ಮಿಸಿಕೊಡಲಾಗುತ್ತಿದೆ. ಮಾಸಾಶನ, ಪಾತ್ರೆ ಹಾಗೂ ಹಾಸಿಗೆ ಕಿಟ್ ವಿತರಿಸಲಾಗುತ್ತಿದೆ ಎಂದು ಯೋಜನಾಧಿಕಾರಿ ತಿಳಿಸಿದರು. ಗ್ರಾಮ ಪಂಚಾಯತ್ ಸದಸ್ಯರು, ಸೇವಾ ಪ್ರತಿನಿಧಿಗಳು [470,801,602,898]
nss-headline-1: ಎನ್‌ಎಸ್‌ಎಸ್ ಶಿಬಿರ [646,300,779,324]
festival-body-2 [198,1254,438,1372]
tb-text-cont: ಕ್ಷಯರೋಗ ಮಾರಣಾಂತಿಕ ಕಾಯಿಲೆಯಲ್ಲ, ಸೂಕ್ತ ಸಮಯದಲ್ಲಿ ಚಿಕಿತ್ಸೆ ಪಡೆದರೆ ಸಂಪೂರ್ಣ ಗುಣಮುಖರಾಗಬಹುದು ಎಂದು ತಾಲೂಕು ಆರೋಗ್ಯಾಧಿಕಾರಿ ಡಾ.ಮಂಜುಳಾ ಹೇಳಿದರು. ಪಟ್ಟಣದ ಸಾರ್ವಜನಿಕ ಆಸ್ಪತ್ರೆಯಲ್ಲಿ ಆಯೋಜಿಸಿದ್ದ ವಿಶ್ವ ಕ್ಷಯರೋಗ ದಿನಾಚರಣೆ ಕಾರ್ಯಕ್ರಮದಲ್ಲಿ ಮಾತನಾಡಿದ ಅವರು, ಎರಡು ವಾರಕ್ಕಿಂತ ಹೆಚ್ಚು ಕಾಲ ಕೆಮ್ಮು, ಸಂಜೆ ವೇಳೆ ಜ್ವರ, ತೂಕ ಕಡಿಮೆಯಾಗುವುದು ಕ್ಷಯರೋಗದ ಲಕ್ಷಣಗಳಾಗಿವೆ. ಸರ್ಕಾರಿ ಆಸ್ಪತ್ರೆಗಳಲ್ಲಿ ಉಚಿತ ಪರೀಕ್ಷೆ ಹಾಗೂ ಚಿಕಿತ್ಸೆ ಲಭ್ಯವಿದೆ. ಚಿಕಿತ್ಸೆ ಪಡೆಯುತ್ತಿರುವ ರೋಗಿಗಳಿಗೆ ನಿಕ್ಷಯ ಪೋಷಣ ಯೋಜನೆಯಡಿ ಮಾಸಿಕ ಸಹಾಯಧನ ನೀಡಲಾಗುತ್ತಿದೆ ಎಂದರು. ಸಾರ್ವಜನಿಕರು ರೋಗದ ಬಗ್ಗೆ ಭಯಪಡದೆ ಜಾಗೃತರಾಗಬೇಕು. ಕ್ಷಯಮುಕ್ತ ಭಾರತ ನಿರ್ಮಾಣಕ್ಕೆ ಎಲ್ಲರೂ ಕೈಜೋಡಿಸಬೇಕು ಎಂದು ಮನವಿ ಮಾಡಿದರು. ವೈದ್ಯರು, ಶುಶ್ರೂಷಕರು ಹಾಗೂ ಆಶಾ ಕಾರ್ಯಕರ್ತೆಯರು ಭಾಗವಹಿಸಿದ್ದರು. [606,1033,1070,1076]
lead-text-cont: ಪಿ.ಎಂ.ಶ್ರೀ ಶಾಲೆಗಳಲ್ಲಿ ಮಕ್ಕಳಿಗೆ ಗುಣಮಟ್ಟದ ಶಿಕ್ಷಣ ಕಲ್ಪಿಸಲು ಅಧಿಕಾರಿಗಳು ಹಾಗೂ ಶಿಕ್ಷಕರು ಹೆಚ್ಚಿನ ಗಮನ ಹರಿಸಬೇಕು ಎಂದು ಕೇಂದ್ರ ಸರ್ಕಾರದಿಂದ ನಿಯೋಜಿತರಾಗಿರುವ ಜಂಟಿ ಕಾರ್ಯದರ್ಶಿ ರಿಚಾ ಖೋಡಾ ಸೂಚಿಸಿದರು. ಜಿಲ್ಲಾಧಿಕಾರಿ ಕಚೇರಿಯಲ್ಲಿ ಸೋಮವಾರ ನಡೆದ ಪ್ರಗತಿ ಪರಿಶೀಲನಾ ಸಭೆಯಲ್ಲಿ ಮಾತನಾಡಿದ ಅವರು, ಜಿಲ್ಲೆಯಲ್ಲಿ ಪಿ.ಎಂ.ಶ್ರೀ ಯೋಜನೆಯಡಿ ಆಯ್ಕೆಯಾದ ಶಾಲೆಗಳಲ್ಲಿ ಮೂಲಸೌಕರ್ಯ, ಸ್ಮಾರ್ಟ್ ತರಗತಿ, ಪ್ರಯೋಗಾಲಯ ಹಾಗೂ ಗ್ರಂಥಾಲಯ ವ್ಯವಸ್ಥೆಯನ್ನು ಸಮರ್ಪಕವಾಗಿ ಬಳಸಿಕೊಳ್ಳಬೇಕು. ಮಕ್ಕಳ ಕಲಿಕಾ ಮಟ್ಟ ಸುಧಾರಣೆಗೆ ನಿರಂತರ ಮೌಲ್ಯಮಾಪನ ನಡೆಸಬೇಕು ಎಂದರು. ಮಧ್ಯಾಹ್ನದ ಬಿಸಿಯೂಟ, ಶುದ್ಧ ಕುಡಿಯುವ ನೀರು ಹಾಗೂ ಶೌಚಾಲಯ ವ್ಯವಸ್ಥೆ ಕುರಿತು ಮಾಹಿತಿ ಪಡೆದರು. ಕೇಂದ್ರ ಪುರಸ್ಕೃತ ಯೋಜನೆಗಳ ಅನುಷ್ಠಾನದಲ್ಲಿ ಯಾವುದೇ ಲೋಪವಾಗದಂತೆ ಎಚ್ಚರ ವಹಿಸಬೇಕು ಎಂದು ತಿಳಿಸಿದರು. ಜಿಲ್ಲಾ ಪಂಚಾಯತ್ ಮುಖ್ಯ ಕಾರ್ಯನಿರ್ವಹಣಾಧಿಕಾರಿ ಹಾಗೂ ವಿವಿಧ ಇಲಾಖೆಗಳ ಅಧಿಕಾರಿಗಳು ಸಭೆಯಲ್ಲಿ ಹಾಜರಿದ್ದರು. [344,645,634,706]
lead-dateline: ಹಾಸನ: [200,389,216,396]
law-college-photo [672,96,884,246]
redcross-caption: ಬೇಲೂರು ವೈದಿಕೆ ಪ್ರಥಮ ದರ್ಜೆ ಕಾಲೇಜು ಸಭಾಂಗಣದಲ್ಲಿ ಭಾರತೀಯ ರೆಡ್ ಕ್ರಾಸ್ ಘಟಕದಿಂದ ನಡೆದ ವಿಶ್ವ ಆರೋಗ್ಯ ದಿನಾಚರಣೆ ಕಾರ್ಯಕ್ರಮವನ್ನು ಗಣ್ಯರು ಉದ್ಘಾಟಿಸಿದರು. ಕಾರ್ಯಕ್ರಮದಲ್ಲಿ ಗಂಡಸಿ ಆರೋಗ್ಯ ವೈದ್ಯಾಧಿಕಾರಿ ಡಾ.ಶ್ವೇತ, ಭಾರತೀಯ ರೆಡ್ ಕ್ರಾಸ್ ಬೇಲೂರು ಘಟಕದ ಕಾರ್ಯದರ್ಶಿ ಧನಪಾಲು, ನವೀನ್ ಕುಮಾರ್ ಹಾಗೂ ಜಿಲ್ಲಾ ಸಂಯೋಜಕರು ಮತ್ತಿತರರಿದ್ದರು. [200,204,411,240]
dot-magenta [100,1385,107,1392]
nss-dateline: ಹೊಳೆನರಸೀಪುರ: [646,355,681,362]
dot-magenta [426,1385,433,1392]
registration-dots [90,1377,130,1396]
tb-text: ಕ್ಷಯರೋಗ ಮಾರಣಾಂತಿಕ ಕಾಯಿಲೆಯಲ್ಲ, ಸೂಕ್ತ ಸಮಯದಲ್ಲಿ ಚಿಕಿತ್ಸೆ ಪಡೆದರೆ ಸಂಪೂರ್ಣ ಗುಣಮುಖರಾಗಬಹುದು ಎಂದು ತಾಲೂಕು ಆರೋಗ್ಯಾಧಿಕಾರಿ ಡಾ.ಮಂಜುಳಾ ಹೇಳಿದರು. ಪಟ್ಟಣದ ಸಾರ್ವಜನಿಕ ಆಸ್ಪತ್ರೆಯಲ್ಲಿ ಆಯೋಜಿಸಿದ್ದ ವಿಶ್ವ ಕ್ಷಯರೋಗ ದಿನಾಚರಣೆ ಕಾರ್ಯಕ್ರಮದಲ್ಲಿ ಮಾತನಾಡಿದ ಅವರು, ಎರಡು ವಾರಕ್ಕಿಂತ ಹೆಚ್ಚು ಕಾಲ ಕೆಮ್ಮು, ಸಂಜೆ ವೇಳೆ ಜ್ವರ, ತೂಕ ಕಡಿಮೆಯಾಗುವುದು ಕ್ಷಯರೋಗದ ಲಕ್ಷಣಗಳಾಗಿವೆ. ಸರ್ಕಾರಿ ಆಸ್ಪತ್ರೆಗಳಲ್ಲಿ ಉಚಿತ ಪರೀಕ್ಷೆ ಹಾಗೂ ಚಿಕಿತ್ಸೆ ಲಭ್ಯವಿದೆ. ಚಿಕಿತ್ಸೆ ಪಡೆಯುತ್ತಿರುವ ರೋಗಿಗಳಿಗೆ ನಿಕ್ಷಯ ಪೋಷಣ ಯೋಜನೆಯಡಿ ಮಾಸಿಕ ಸಹಾಯಧನ ನೀಡಲಾಗುತ್ತಿದೆ ಎಂದರು. ಸಾರ್ವಜನಿಕರು ರೋಗದ ಬಗ್ಗೆ ಭಯಪಡದೆ ಜಾಗೃತರಾಗಬೇಕು. ಕ್ಷಯಮುಕ್ತ ಭಾರತ ನಿರ್ಮಾಣಕ್ಕೆ ಎಲ್ಲರೂ ಕೈಜೋಡಿಸಬೇಕು ಎಂದು ಮನವಿ ಮಾಡಿದರು. ವೈದ್ಯರು, [470,963,600,1078]
tech-headline: ತಂತ್ರಜ್ಞಾನದಿಂದ ಅಭಿವೃದ್ಧಿ ಸಾಧ್ಯ [200,752,395,774]
district-title: ಹಾಸನ [398,22,503,76]
redcross-headline-2: ವಿಶ್ವ ಆರೋಗ್ಯ ದಿನಾಚರಣೆ [422,118,590,142]
brief-photo-portrait [126,286,182,354]
lead-kicker: ಕೇಂದ್ರ ನಿಯೋಜಿತ ಜಂಟಿ ಕಾರ್ಯದರ್ಶಿ ರಿಚಾ ಖೋಡಾ ಸೂಚನೆ [200,300,501,318]
dot-black [800,1385,807,1392]
notice-title: ನ್ಯಾಯಾಲಯದ ಸೂಚನೆ [686,1140,732,1147]
dot-cyan [770,1385,777,1392]
day-label: ಗುರುವಾರ [782,38,812,48]
brief-dateline: ಹಾಸನ: [22,401,38,408]
lead-sidebar-1 [344,540,488,640]
notice-box [652,1136,766,1372]
brief-dateline: ಹಾಸನ: [22,723,38,730]
